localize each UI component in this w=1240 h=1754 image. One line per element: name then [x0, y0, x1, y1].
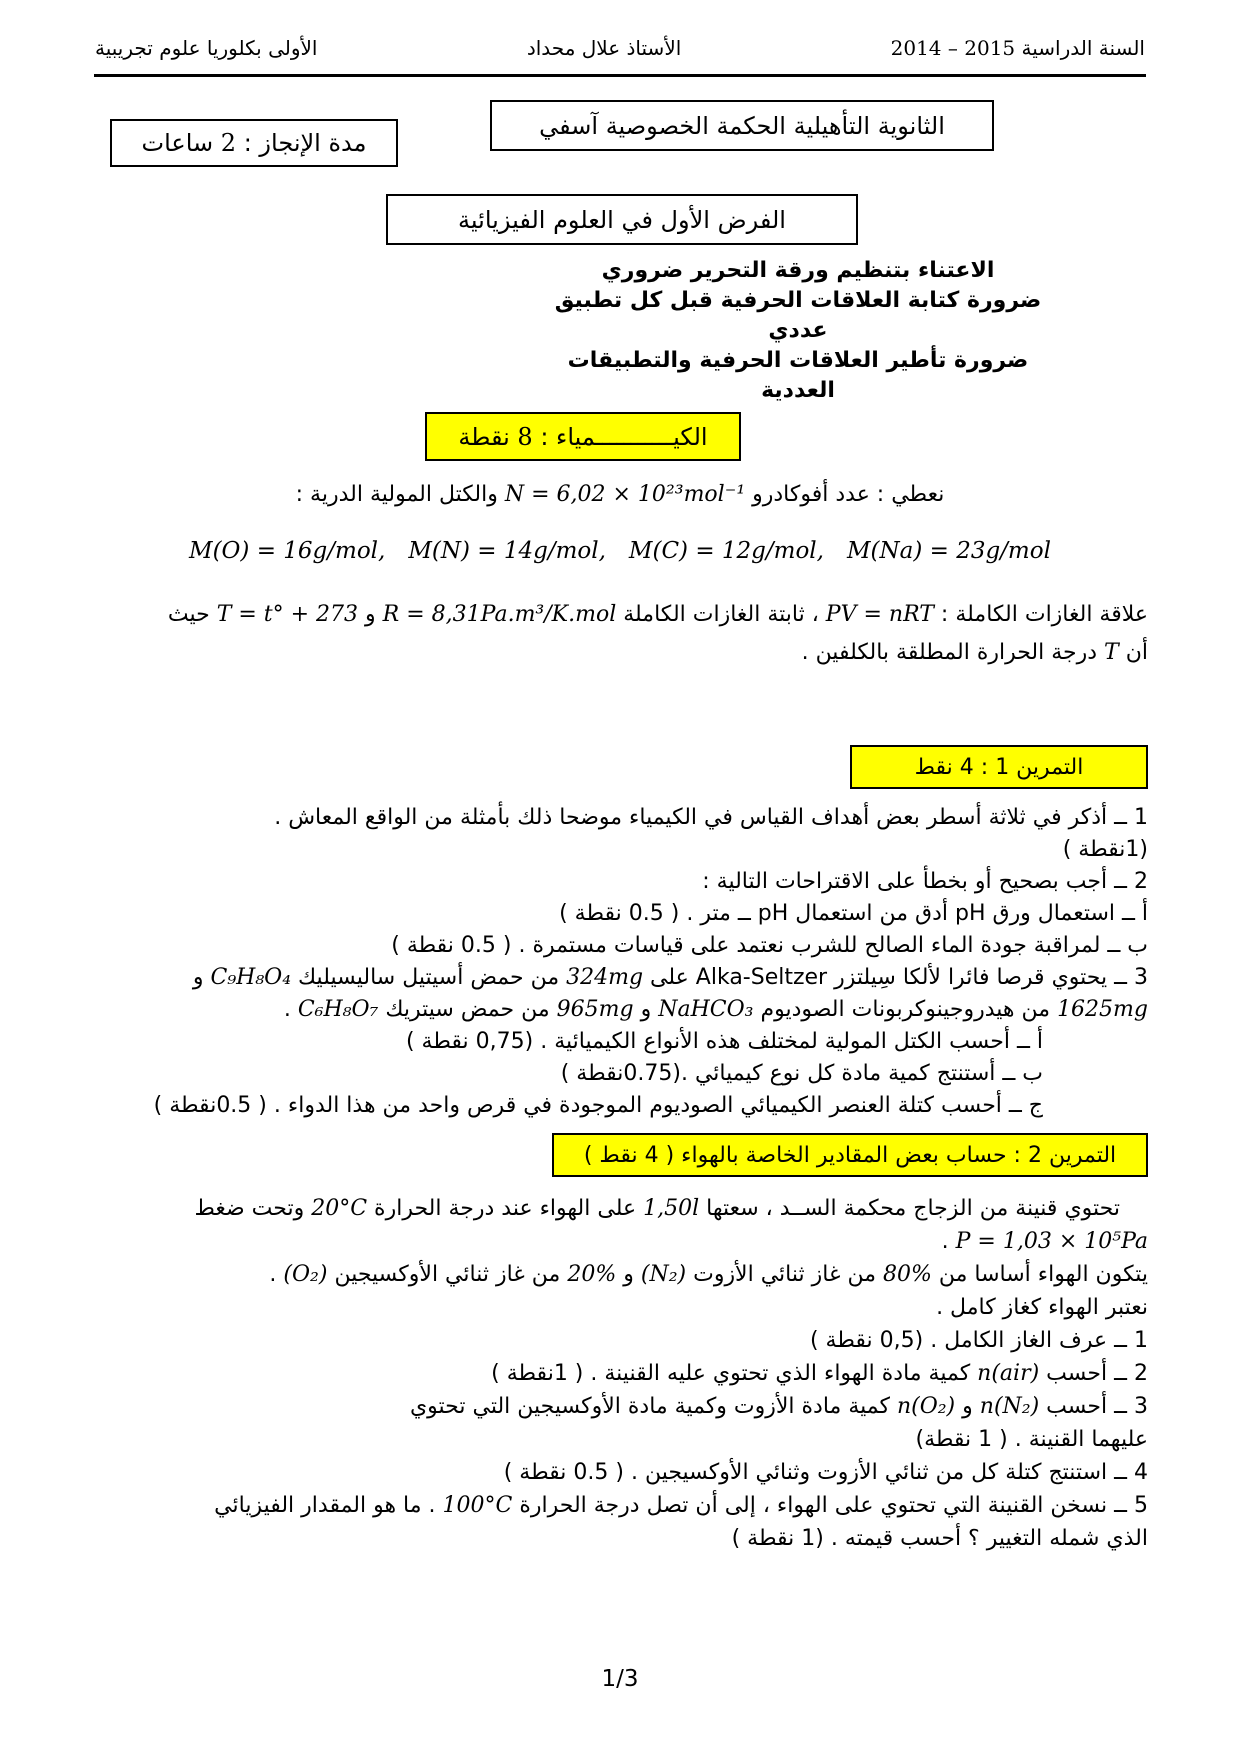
exercise2-line-11: الذي شمله التغيير ؟ أحسب قيمته . (1 نقطة ): [731, 1526, 1148, 1551]
academic-year-value: 2014 – 2015: [890, 36, 1016, 60]
ex2-l3-text-2: من غاز ثنائي الأزوت: [686, 1262, 883, 1287]
ex2-l2-period: .: [941, 1229, 956, 1254]
page-header: [95, 36, 1145, 60]
school-name-box: الثانوية التأهيلية الحكمة الخصوصية آسفي: [490, 100, 994, 151]
ex2-l3-text-1: يتكون الهواء أساسا من: [931, 1262, 1148, 1287]
ex2-l7-text-2: و: [955, 1394, 980, 1419]
bottle-volume-value: 1,50l: [643, 1196, 700, 1221]
ex1-l6-text-4: و: [192, 965, 211, 990]
exercise2-line-1: [92, 1192, 1148, 1225]
chemistry-title-points: 8: [517, 422, 533, 451]
ex1-l6-text-1: 3 ــ يحتوي قرصا فائرا لألكا سِيلتزر: [827, 965, 1148, 990]
gas-constant-value: R = 8,31Pa.m³/K.mol: [382, 602, 617, 627]
nitrogen-formula: (N₂): [640, 1262, 687, 1287]
ex1-l7-text-2: و: [633, 997, 659, 1022]
instruction-line-1: الاعتناء بتنظيم ورقة التحرير ضروري: [601, 258, 995, 283]
pressure-value: P = 1,03 × 10⁵Pa: [955, 1229, 1148, 1254]
citric-acid-mass-value: 965mg: [556, 997, 634, 1022]
avogadro-given-line: [95, 482, 1145, 507]
oxygen-formula: (O₂): [283, 1262, 328, 1287]
gas-law-text-1: علاقة الغازات الكاملة :: [933, 602, 1148, 627]
avogadro-number-value: N = 6,02 × 10²³mol⁻¹: [504, 482, 746, 507]
exercise2-line-5: 1 ــ عرف الغاز الكامل . (0,5 نقطة ): [809, 1328, 1148, 1353]
temperature-value: 20°C: [311, 1196, 368, 1221]
exercise2-line-7: [92, 1390, 1148, 1423]
exercise1-line-9: ب ــ أستنتج كمية مادة كل نوع كيميائي .(0.75نقطة ): [560, 1061, 1043, 1086]
ex2-l1-text-3: وتحت ضغط: [194, 1196, 312, 1221]
instruction-line-2: ضرورة كتابة العلاقات الحرفية قبل كل تطبيق عددي: [554, 288, 1042, 343]
acetylsalicylic-formula: C₉H₈O₄: [210, 965, 292, 990]
duration-unit: ساعات: [141, 129, 214, 157]
nitrogen-percentage: 80%: [882, 1262, 932, 1287]
air-moles-symbol: n(air): [977, 1361, 1040, 1386]
ex1-l7-text-3: من حمض سيتريك: [378, 997, 557, 1022]
duration-box: [110, 119, 398, 167]
exercise2-title-box: التمرين 2 : حساب بعض المقادير الخاصة بالهواء ( 4 نقط ): [552, 1133, 1148, 1177]
exercise2-line-3: [92, 1258, 1148, 1291]
exercise2-line-9: 4 ــ استنتج كتلة كل من ثنائي الأزوت وثنائي الأوكسيجين . ( 0.5 نقطة ): [503, 1460, 1148, 1485]
alka-seltzer-name: Alka-Seltzer: [695, 965, 828, 990]
exercise1-line-7: [92, 994, 1148, 1026]
exercise2-line-10: [92, 1489, 1148, 1522]
academic-year-label: السنة الدراسية: [1021, 36, 1145, 60]
aspirin-mass-value: 324mg: [566, 965, 644, 990]
ex2-l3-text-4: من غاز ثنائي الأوكسيجين: [327, 1262, 568, 1287]
ex2-l3-text-5: .: [269, 1262, 284, 1287]
molar-masses-line: M(O) = 16g/mol, M(N) = 14g/mol, M(C) = 12g/mol, M(Na) = 23g/mol: [189, 538, 1051, 564]
temperature-symbol: T: [1104, 640, 1119, 665]
ex1-l7-text-4: .: [283, 997, 298, 1022]
exercise2-line-2: [92, 1225, 1148, 1258]
oxygen-percentage: 20%: [567, 1262, 617, 1287]
ex1-l4-text-1: أ ــ استعمال ورق: [985, 901, 1148, 926]
header-divider-rule: [94, 74, 1146, 77]
ex2-l6-text-1: 2 ــ أحسب: [1039, 1361, 1148, 1386]
exercise1-line-2: (1نقطة ): [1062, 837, 1148, 862]
exercise2-line-4: نعتبر الهواء كغاز كامل .: [936, 1295, 1148, 1320]
duration-value: 2: [220, 129, 237, 157]
instruction-line-3: ضرورة تأطير العلاقات الحرفية والتطبيقات العددية: [567, 348, 1029, 403]
page-number: 1/3: [601, 1666, 639, 1692]
sodium-bicarbonate-formula: NaHCO₃: [658, 997, 754, 1022]
exercise1-line-4: [92, 898, 1148, 930]
gas-law-text-2: ، ثابتة الغازات الكاملة: [616, 602, 826, 627]
ex2-l3-text-3: و: [616, 1262, 641, 1287]
given-text-pre: نعطي : عدد أفوكادرو: [745, 482, 945, 507]
exercise2-line-6: [92, 1357, 1148, 1390]
gas-law2-text-1: أن: [1118, 640, 1148, 665]
exam-title-box: الفرض الأول في العلوم الفيزيائية: [386, 194, 858, 245]
ex2-l6-text-2: كمية مادة الهواء الذي تحتوي عليه القنينة . ( 1نقطة ): [491, 1361, 978, 1386]
exercise1-line-8: أ ــ أحسب الكتل المولية لمختلف هذه الأنواع الكيميائية . (0,75 نقطة ): [405, 1029, 1043, 1054]
oxygen-moles-symbol: n(O₂): [896, 1394, 956, 1419]
header-academic-year: [891, 36, 1145, 60]
ex2-l10-text-2: . ما هو المقدار الفيزيائي: [214, 1493, 443, 1518]
citric-acid-formula: C₆H₈O₇: [297, 997, 379, 1022]
gas-law-text-4: حيث: [167, 602, 217, 627]
ph-meter-label: pH: [757, 901, 789, 926]
gas-law-equation: PV = nRT: [825, 602, 934, 627]
ex1-l4-text-3: ــ متر . ( 0.5 نقطة ): [559, 901, 758, 926]
gas-law-line-1: [92, 596, 1148, 634]
exercise1-line-10: ج ــ أحسب كتلة العنصر الكيميائي الصوديوم الموجودة في قرص واحد من هذا الدواء . ( 0.5نقطة ): [153, 1093, 1043, 1118]
bicarbonate-mass-value: 1625mg: [1057, 997, 1148, 1022]
exercise1-line-1: 1 ــ أذكر في ثلاثة أسطر بعض أهداف القياس في الكيمياء موضحا ذلك بأمثلة من الواقع المعاش .: [274, 805, 1148, 830]
given-text-post: والكتل المولية الدرية :: [295, 482, 505, 507]
ex2-l1-text-2: على الهواء عند درجة الحرارة: [367, 1196, 644, 1221]
header-teacher-name: الأستاذ علال محداد: [526, 36, 682, 60]
ex1-l4-text-2: أدق من استعمال: [788, 901, 955, 926]
exercise1-title-box: التمرين 1 : 4 نقط: [850, 745, 1148, 789]
gas-law2-text-2: درجة الحرارة المطلقة بالكلفين .: [801, 640, 1105, 665]
gas-law-paragraph: [92, 596, 1148, 672]
ex2-l1-text-1: تحتوي قنينة من الزجاج محكمة الســد ، سعتها: [699, 1196, 1120, 1221]
gas-law-line-2: [92, 634, 1148, 672]
exam-instructions: [540, 256, 1056, 406]
ph-paper-label: pH: [954, 901, 986, 926]
chemistry-section-title-box: [425, 412, 741, 461]
exercise1-line-5: ب ــ لمراقبة جودة الماء الصالح للشرب نعتمد على قياسات مستمرة . ( 0.5 نقطة ): [391, 933, 1148, 958]
ex1-l6-text-2: على: [643, 965, 696, 990]
gas-law-text-3: و: [358, 602, 383, 627]
exercise1-line-3: 2 ــ أجب بصحيح أو بخطأ على الاقتراحات التالية :: [702, 869, 1148, 894]
nitrogen-moles-symbol: n(N₂): [979, 1394, 1040, 1419]
exercise2-line-8: عليهما القنينة . ( 1 نقطة): [915, 1427, 1148, 1452]
heated-temperature-value: 100°C: [442, 1493, 513, 1518]
chemistry-title-label: الكيـــــــــــمياء :: [540, 422, 708, 451]
exercise1-line-6: [92, 962, 1148, 994]
duration-label: مدة الإنجاز :: [243, 129, 367, 157]
ex2-l7-text-3: كمية مادة الأزوت وكمية مادة الأوكسيجين التي تحتوي: [409, 1394, 897, 1419]
exercise2-body: [92, 1192, 1148, 1555]
header-class-level: الأولى بكلوريا علوم تجريبية: [95, 36, 318, 60]
kelvin-conversion-formula: T = t° + 273: [216, 602, 359, 627]
ex1-l6-text-3: من حمض أسيتيل ساليسيليك: [291, 965, 567, 990]
chemistry-title-unit: نقطة: [458, 422, 510, 451]
ex2-l7-text-1: 3 ــ أحسب: [1039, 1394, 1148, 1419]
ex2-l10-text-1: 5 ــ نسخن القنينة التي تحتوي على الهواء ، إلى أن تصل درجة الحرارة: [512, 1493, 1148, 1518]
ex1-l7-text-1: من هيدروجينوكربونات الصوديوم: [753, 997, 1058, 1022]
exercise1-body: [92, 802, 1148, 1122]
